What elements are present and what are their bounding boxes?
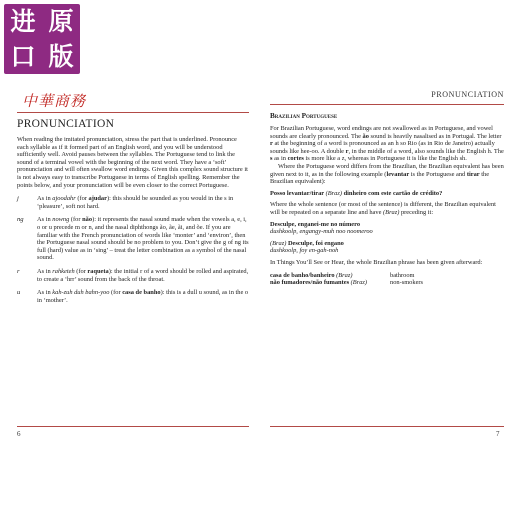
page-number-left: 6: [17, 430, 21, 438]
left-top-rule: [17, 112, 249, 113]
page-number-right: 7: [496, 430, 500, 438]
entry-text: As in ajoodahr (for ajudar): this should be sounded as you would in the s in ‘pleasure’, soft not hard.: [37, 195, 234, 210]
pronunciation-entry: [17, 216, 249, 262]
left-bottom-rule: [17, 426, 249, 427]
right-top-rule: [270, 104, 504, 105]
entry-text: As in kah-zuh duh bahn-yoo (for casa de banho): this is a dull u sound, as in the o in ‘mother’.: [37, 289, 249, 304]
section-heading: Brazilian Portuguese: [270, 112, 338, 120]
running-head: PRONUNCIATION: [431, 90, 504, 99]
entry-text: As in rahketeh (for raqueta): the initial r of a word should be rolled and aspirated, to create a ‘hrr’ sound from the back of the throat.: [37, 267, 249, 283]
right-bottom-rule: [270, 426, 504, 427]
badge-char: 口: [10, 42, 36, 71]
pronunciation-entry: [17, 268, 249, 283]
example-pronunciation: dushkoolp, engangy-muh noo noomeroo: [270, 228, 373, 236]
example-phrase: Posso levantar/tirar (Braz) dinheiro com este cartão de crédito?: [270, 189, 443, 197]
intro-paragraph: When reading the imitated pronunciation, stress the part that is underlined. Pronounce each syllable as if it formed part of an English word, and you will be understood sufficiently well. Avoid pauses between the syllables. The Portuguese tend to link the sound of a terminal vowel with the beginning of the next word. They have a ‘soft’ pronunciation and will often swallow word endings. Given this complex sound structure it is not always easy to transcribe Portuguese in terms of English spelling. Remember the points below, and your pronunciation will be even closer to the correct Portuguese.: [17, 136, 248, 189]
publisher-logo: 中華商務: [22, 92, 87, 110]
entry-symbol: ng: [17, 216, 24, 224]
example-phrase: (Braz) Desculpe, foi engano: [270, 239, 344, 247]
left-page: [17, 118, 249, 304]
paragraph: Where the Portuguese word differs from the Brazilian, the Brazilian equivalent has been given next to it, as in the following example (levantar is the Portuguese and tirar the Brazilian equivalent):: [270, 162, 504, 186]
phrase-portuguese: casa de banho/banheiro (Braz): [270, 271, 353, 279]
pronunciation-entry: [17, 195, 249, 210]
phrase-table: [270, 272, 504, 287]
badge-char: 版: [48, 42, 74, 71]
right-page: [270, 112, 504, 287]
page-title: PRONUNCIATION: [17, 118, 115, 130]
paragraph: In Things You’ll See or Hear, the whole Brazilian phrase has been given afterward:: [270, 258, 483, 266]
import-original-badge: [4, 4, 80, 74]
paragraph: Where the whole sentence (or most of the sentence) is different, the Brazilian equivalent will be repeated on a separate line and have (Braz) preceding it:: [270, 201, 496, 216]
badge-char: 原: [48, 7, 74, 36]
entry-text: As in nowng (for não): it represents the nasal sound made when the vowels a, e, i, o or u precede m or n, and the nasal diphthongs ão, ãe, ãi, and õe. If you are familiar with the French pronunciation of words like ‘monter’ and ‘environ’, then the Portuguese nasal sound should be no problem to you. Don’t give the g of ng its full (hard) value as in ‘sing’ – treat the letter combination as a symbol of the nasal sound.: [37, 216, 249, 262]
badge-char: 进: [10, 7, 36, 36]
phrase-english: bathroom: [390, 271, 415, 279]
table-row: [270, 272, 504, 280]
phrase-portuguese: não fumadores/não fumantes (Braz): [270, 279, 368, 287]
example-pronunciation: dushkoolp, foy en-gah-noh: [270, 247, 339, 255]
entry-symbol: j: [17, 195, 19, 203]
entry-symbol: u: [17, 289, 21, 297]
phrase-english: non-smokers: [390, 279, 424, 287]
table-row: [270, 279, 504, 287]
paragraph: For Brazilian Portuguese, word endings are not swallowed as in Portuguese, and vowel sounds are clearly pronounced. The ão sound is heavily nasalised as in Portugal. The letter r at the beginning of a word is pronounced as an h so Rio (as in Rio de Janeiro) actually sounds like hee-oo. A double r, in the middle of a word, also sounds like the English h. The s as in cortes is more like a z, whereas in Portuguese it is like the English sh.: [270, 125, 504, 163]
example-phrase: Desculpe, enganei-me no número: [270, 220, 361, 228]
entry-symbol: r: [17, 267, 20, 275]
pronunciation-entry: [17, 289, 249, 304]
